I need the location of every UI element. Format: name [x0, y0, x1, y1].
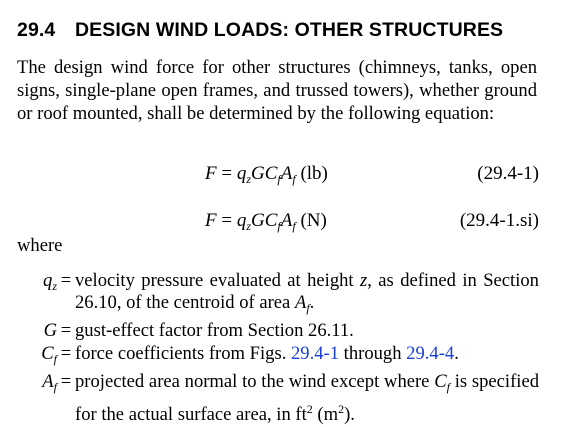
- symbol-af: $A_f$: [42, 371, 57, 394]
- document-page: [17, 0, 539, 425]
- definition-g: G = gust-effect factor from Section 26.11.: [17, 320, 539, 342]
- equation-1-number: (29.4-1): [477, 163, 539, 184]
- symbol-qz: $q_z$: [43, 270, 57, 293]
- definition-af: $A_f$ = projected area normal to the wind except where $C_f$ is specified for the actual surface area, in $ft^2$ $(m^2)$.: [17, 371, 539, 426]
- section-title: DESIGN WIND LOADS: OTHER STRUCTURES: [75, 19, 504, 41]
- definition-qz: $q_z$ = velocity pressure evaluated at height z, as defined in Section 26.10, of the centroid of area $A_f$.: [17, 270, 539, 319]
- definition-cf-text: force coefficients from Figs. 29.4-1 through 29.4-4.: [75, 343, 459, 364]
- equation-2-number: (29.4-1.si): [459, 210, 539, 231]
- figure-link-29-4-4[interactable]: 29.4-4: [406, 343, 455, 364]
- equation-1: $F = q_zGC_fA_f$ (lb): [205, 163, 328, 186]
- symbol-g: G: [43, 320, 57, 341]
- symbol-cf: $C_f$: [41, 343, 57, 366]
- section-heading: [17, 19, 503, 42]
- definitions-list: [17, 270, 539, 427]
- definition-g-text: gust-effect factor from Section 26.11.: [75, 320, 354, 341]
- where-label: where: [17, 235, 63, 256]
- definition-af-text: projected area normal to the wind except where $C_f$ is specified for the actual surface area, in $ft^2$ $(m^2)$.: [75, 371, 539, 425]
- equation-2-unit: (N): [300, 210, 327, 231]
- section-number: 29.4: [17, 19, 56, 41]
- intro-paragraph: The design wind force for other structures (chimneys, tanks, open signs, single-plane open frames, and trussed towers), whether ground or roof mounted, shall be determined by the following equation:: [17, 57, 537, 124]
- equation-1-unit: (lb): [300, 163, 328, 184]
- equation-2: $F = q_zGC_fA_f$ (N): [205, 210, 327, 233]
- definition-qz-text: velocity pressure evaluated at height z, as defined in Section 26.10, of the centroid of area $A_f$.: [75, 270, 539, 315]
- figure-link-29-4-1[interactable]: 29.4-1: [291, 343, 340, 364]
- definition-cf: $C_f$ = force coefficients from Figs. 29.4-1 through 29.4-4.: [17, 343, 539, 370]
